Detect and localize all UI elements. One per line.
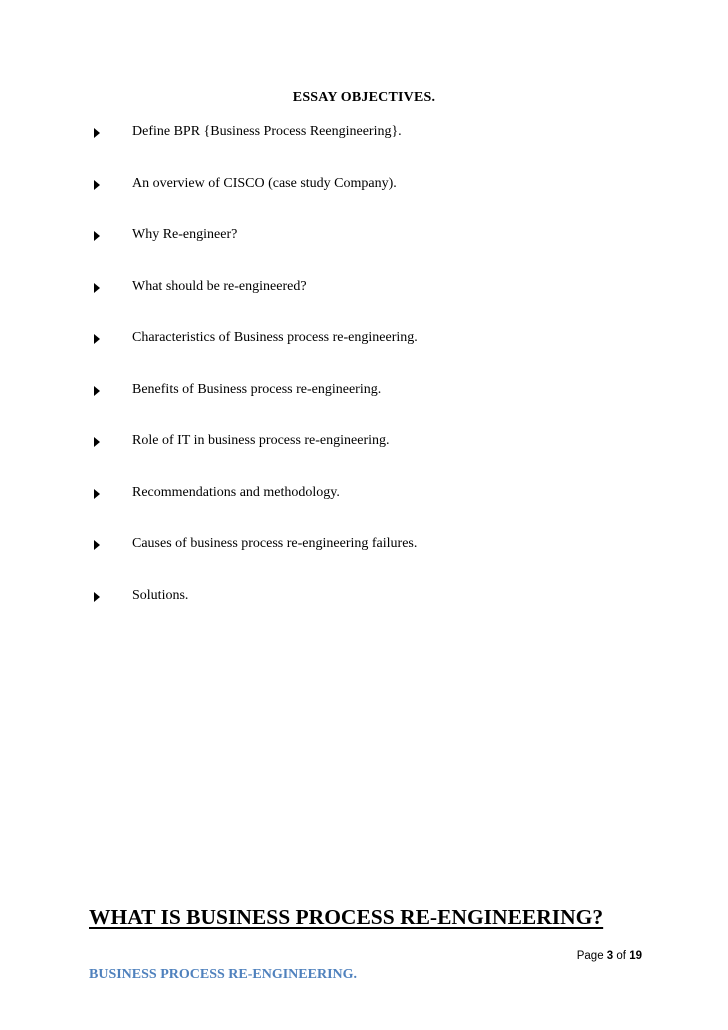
essay-objectives-heading: ESSAY OBJECTIVES. xyxy=(292,90,436,105)
page-label: Page xyxy=(576,950,604,962)
right-triangle-bullet-icon xyxy=(94,437,100,447)
page-of: of xyxy=(616,950,626,962)
right-triangle-bullet-icon xyxy=(94,128,100,138)
right-triangle-bullet-icon xyxy=(94,180,100,190)
right-triangle-bullet-icon xyxy=(94,540,100,550)
page-current: 3 xyxy=(606,950,614,962)
page-number xyxy=(577,950,642,962)
right-triangle-bullet-icon xyxy=(94,283,100,293)
footer-title: BUSINESS PROCESS RE-ENGINEERING. xyxy=(89,967,358,982)
page-total: 19 xyxy=(629,950,642,962)
right-triangle-bullet-icon xyxy=(94,386,100,396)
right-triangle-bullet-icon xyxy=(94,489,100,499)
right-triangle-bullet-icon xyxy=(94,592,100,602)
right-triangle-bullet-icon xyxy=(94,231,100,241)
section-title: WHAT IS BUSINESS PROCESS RE-ENGINEERING? xyxy=(89,905,604,929)
right-triangle-bullet-icon xyxy=(94,334,100,344)
